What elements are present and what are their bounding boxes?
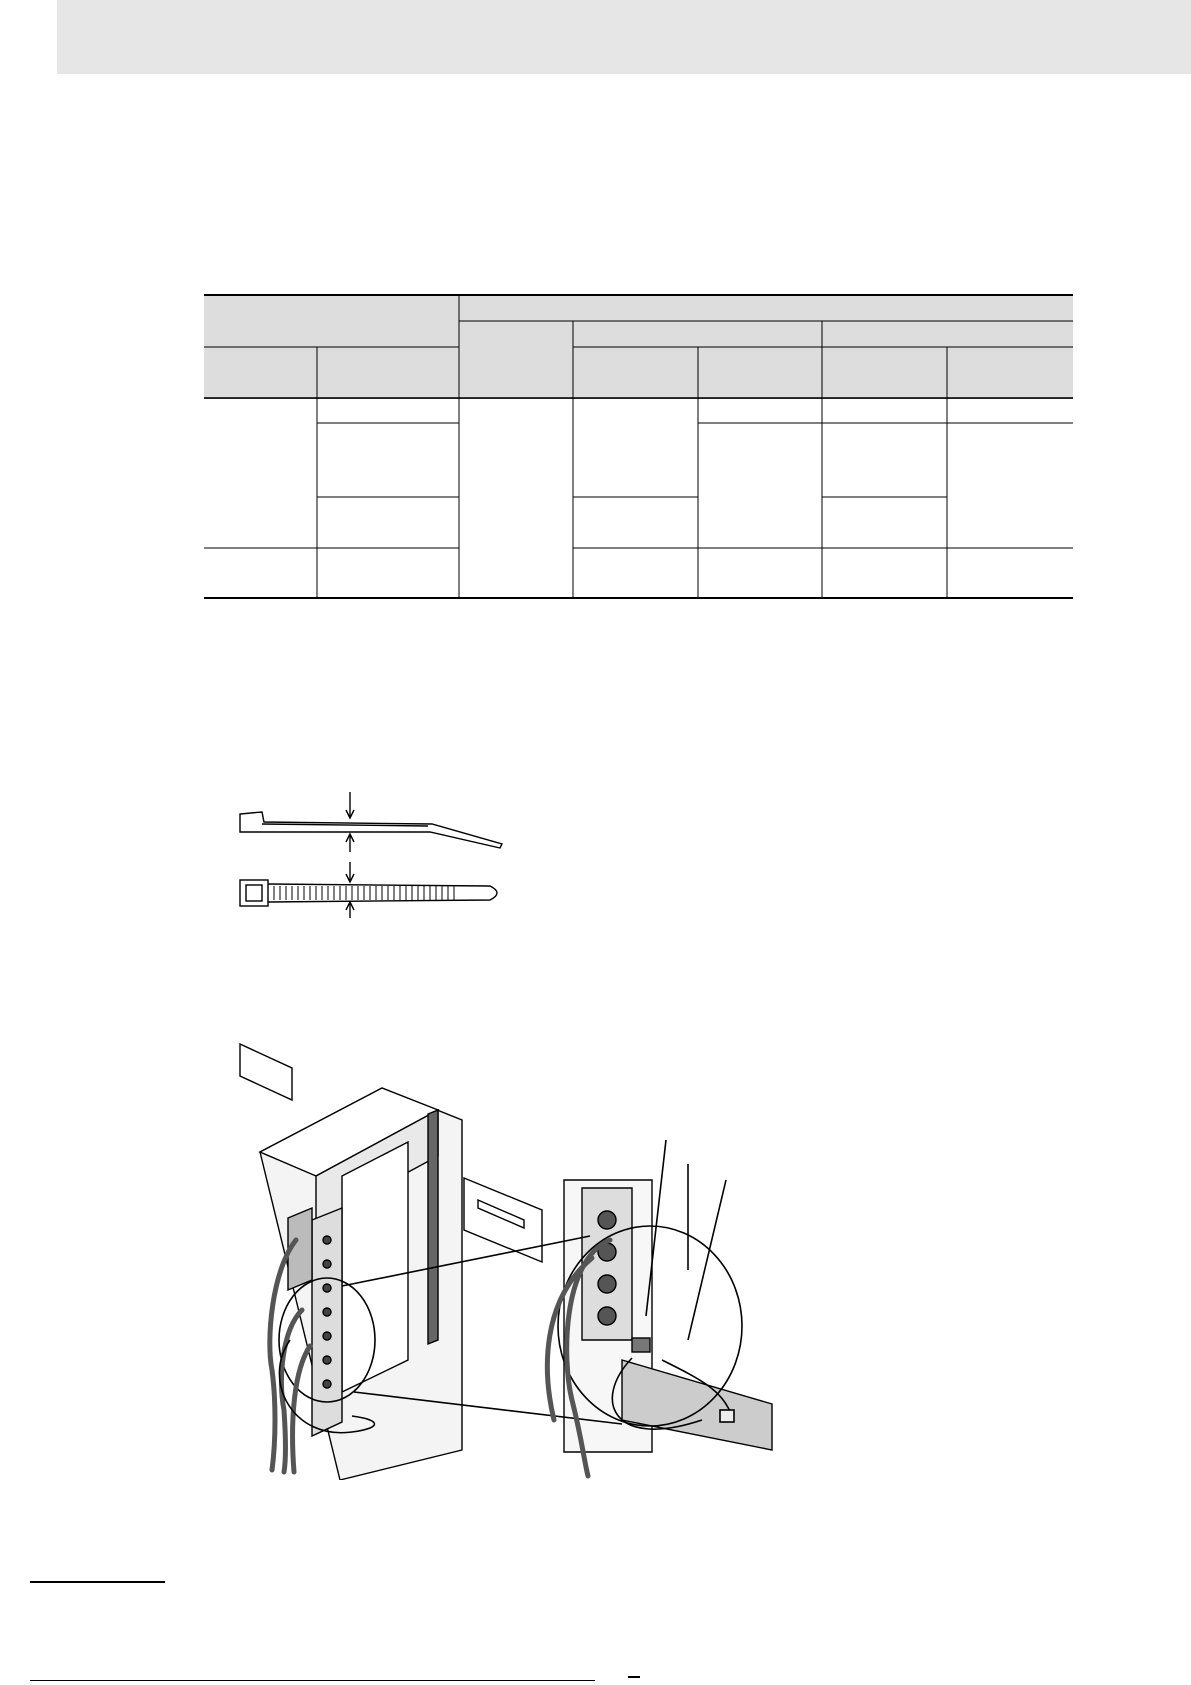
cable-tie-figure <box>232 790 532 920</box>
unit-wiring-icon <box>232 1040 832 1480</box>
footer-rule <box>30 1581 165 1583</box>
wiring-illustration <box>232 1040 832 1480</box>
spec-table-grid <box>204 294 1073 599</box>
page-bottom-rule <box>30 1680 595 1681</box>
cable-tie-icon <box>232 790 532 920</box>
page-bottom-mark <box>628 1676 640 1678</box>
page-header-band <box>57 0 1191 74</box>
spec-table <box>204 294 1073 599</box>
